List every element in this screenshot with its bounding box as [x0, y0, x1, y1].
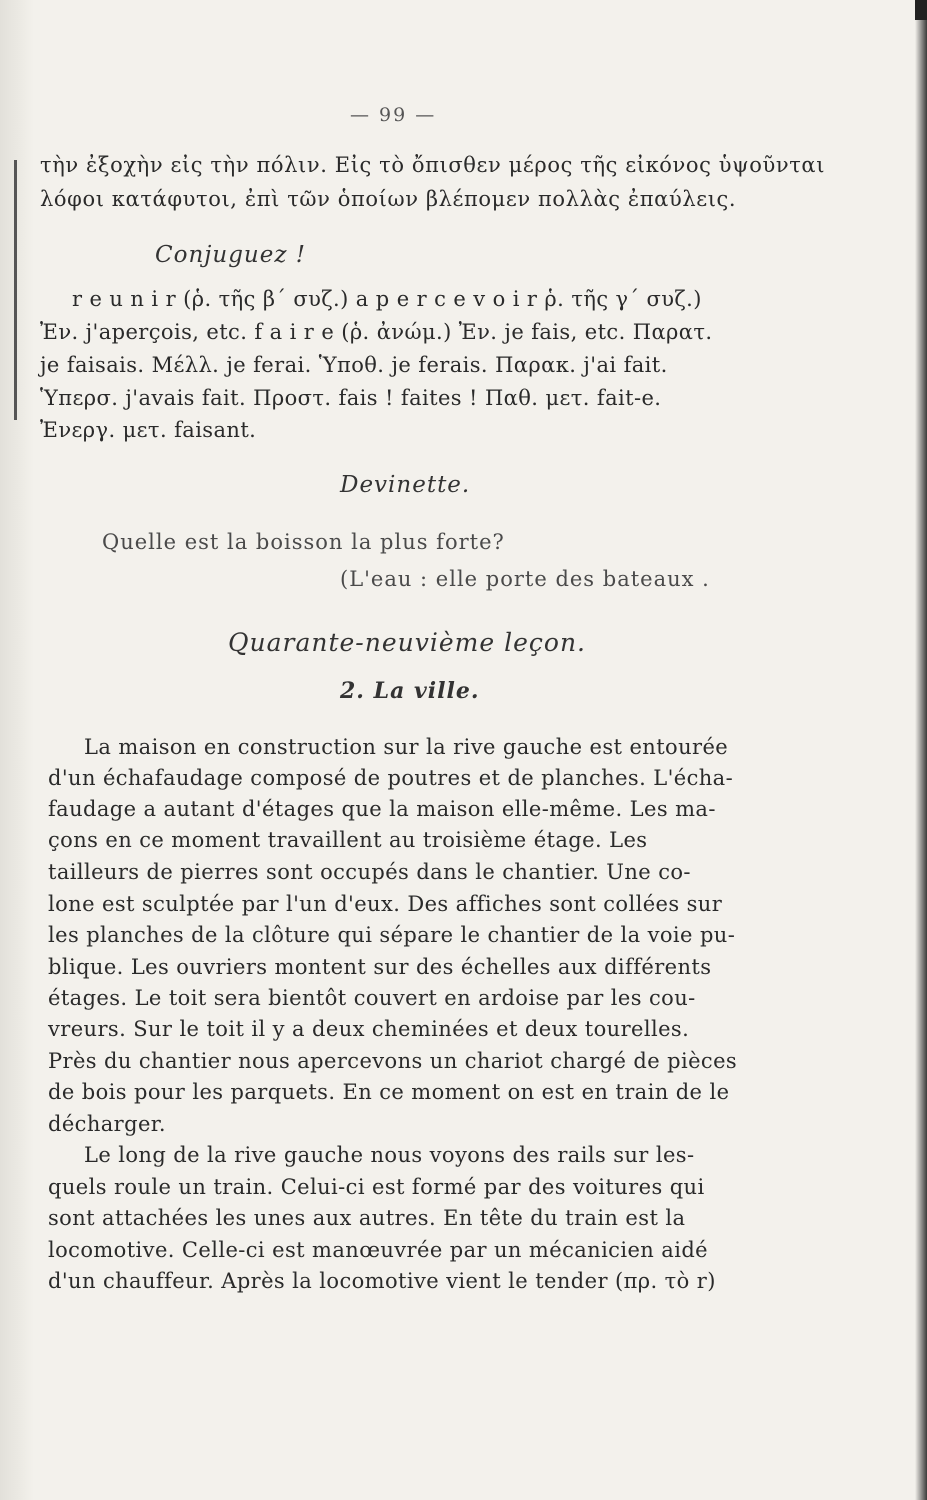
lesson-heading: Quarante-neuvième leçon. [228, 628, 586, 657]
page-gutter [0, 0, 34, 1500]
conjugation-line: Ἐν. j'aperçois, etc. f a i r e (ῥ. ἀνώμ.) Ἐν. je fais, etc. Παρατ. [40, 320, 713, 344]
riddle-answer: (L'eau : elle porte des bateaux . [340, 567, 710, 591]
paragraph-line: vreurs. Sur le toit il y a deux cheminées et deux tourelles. [48, 1017, 690, 1041]
conjugation-line: Ὑπερσ. j'avais fait. Προστ. fais ! faites ! Παθ. μετ. fait-e. [40, 386, 662, 410]
binding-line [14, 160, 17, 420]
conjugation-line: je faisais. Μέλλ. je ferai. Ὑποθ. je ferais. Παρακ. j'ai fait. [40, 353, 668, 377]
greek-intro-line: λόφοι κατάφυτοι, ἐπὶ τῶν ὁποίων βλέπομεν πολλὰς ἐπαύλεις. [40, 187, 737, 211]
paragraph-line: Près du chantier nous apercevons un chariot chargé de pièces [48, 1049, 738, 1073]
paragraph-line: faudage a autant d'étages que la maison elle-même. Les ma- [48, 797, 716, 821]
paragraph-line: tailleurs de pierres sont occupés dans le chantier. Une co- [48, 860, 691, 884]
paragraph-line: çons en ce moment travaillent au troisième étage. Les [48, 828, 648, 852]
conjugate-heading: Conjuguez ! [155, 242, 307, 268]
page-number: — 99 — [350, 104, 437, 126]
paragraph-line: blique. Les ouvriers montent sur des échelles aux différents [48, 955, 712, 979]
conjugation-line: Ἐνεργ. μετ. faisant. [40, 418, 257, 442]
riddle-question: Quelle est la boisson la plus forte? [102, 530, 505, 554]
paragraph-line: de bois pour les parquets. En ce moment on est en train de le [48, 1080, 730, 1104]
lesson-subtitle: 2. La ville. [340, 678, 480, 704]
greek-intro-line: τὴν ἐξοχὴν εἰς τὴν πόλιν. Εἰς τὸ ὄπισθεν μέρος τῆς εἰκόνος ὑψοῦνται [40, 153, 826, 177]
paragraph-line: étages. Le toit sera bientôt couvert en ardoise par les cou- [48, 986, 696, 1010]
paragraph-line: quels roule un train. Celui-ci est formé par des voitures qui [48, 1175, 705, 1199]
conjugation-line: r e u n i r (ῥ. τῆς β΄ συζ.) a p e r c e v o i r ῥ. τῆς γ΄ συζ.) [72, 287, 702, 311]
paragraph-line: d'un chauffeur. Après la locomotive vient le tender (πρ. τὸ r) [48, 1269, 716, 1293]
paragraph-line: lone est sculptée par l'un d'eux. Des affiches sont collées sur [48, 892, 723, 916]
riddle-heading: Devinette. [340, 472, 471, 498]
paragraph-line: Le long de la rive gauche nous voyons des rails sur les- [84, 1143, 695, 1167]
page-edge [915, 0, 927, 1500]
paragraph-line: décharger. [48, 1112, 166, 1136]
paragraph-line: La maison en construction sur la rive gauche est entourée [84, 735, 729, 759]
paragraph-line: sont attachées les unes aux autres. En tête du train est la [48, 1206, 686, 1230]
paragraph-line: locomotive. Celle-ci est manœuvrée par un mécanicien aidé [48, 1238, 708, 1262]
paragraph-line: d'un échafaudage composé de poutres et de planches. L'écha- [48, 766, 734, 790]
paragraph-line: les planches de la clôture qui sépare le chantier de la voie pu- [48, 923, 736, 947]
